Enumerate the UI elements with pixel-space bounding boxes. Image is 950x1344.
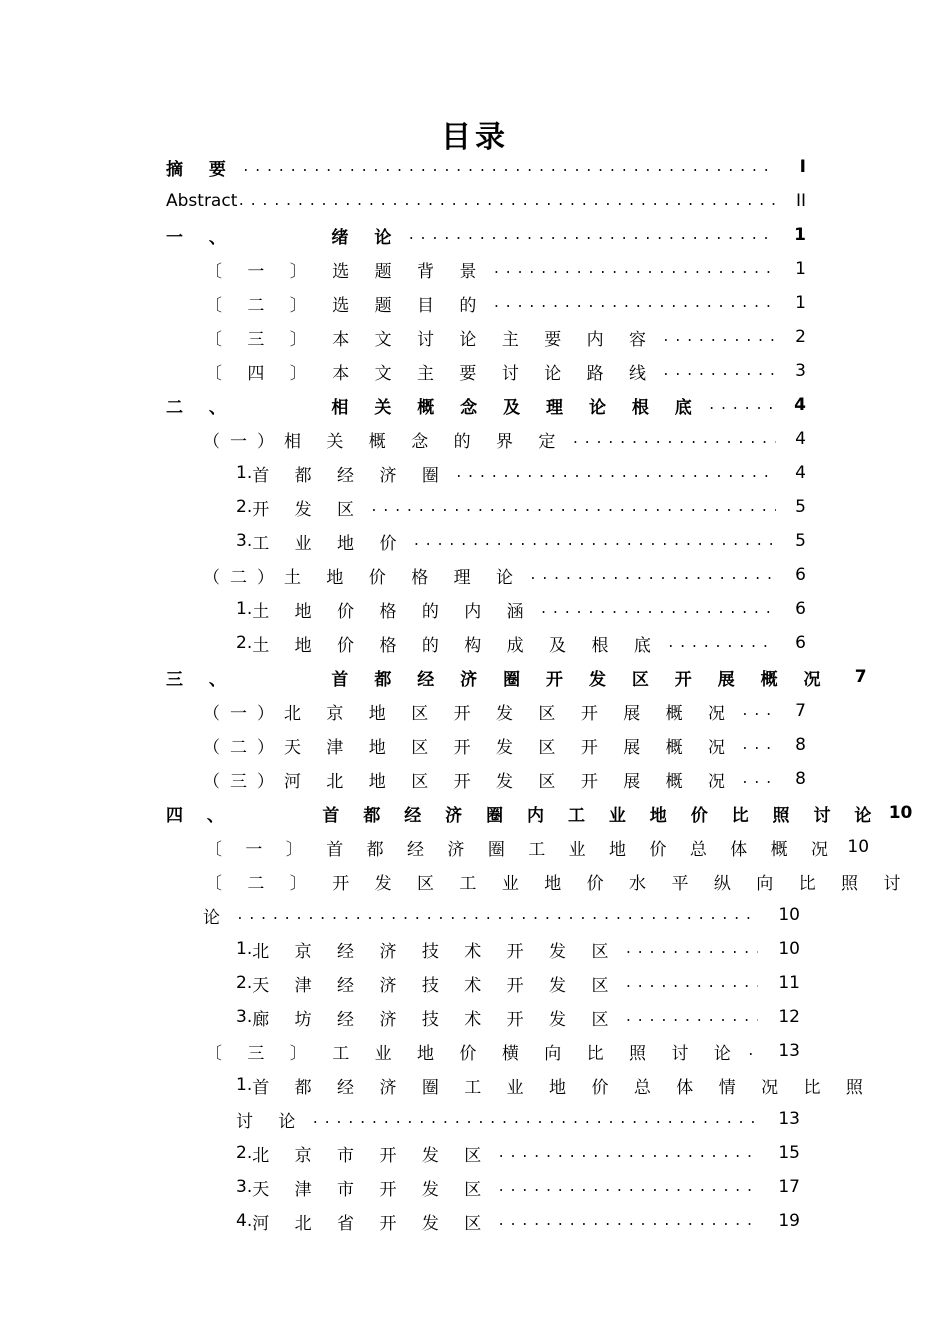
- toc-page-number: 4: [795, 429, 806, 449]
- toc-entry-label: 首 都 经 济 圈: [252, 465, 449, 486]
- toc-entry-label: （二）天 津 地 区 开 发 区 开 展 概 况: [203, 737, 736, 758]
- toc-entry-number: 3.: [236, 1177, 253, 1197]
- toc-entry-abstract-cn[interactable]: [166, 150, 806, 184]
- toc-entry[interactable]: [236, 592, 806, 626]
- toc-leader-dots: [662, 364, 776, 379]
- toc-entry[interactable]: [236, 932, 800, 966]
- toc-entry[interactable]: [236, 1000, 800, 1034]
- toc-entry[interactable]: [236, 490, 806, 524]
- toc-entry-label: 四 、 首 都 经 济 圈 内 工 业 地 价 比 照 讨 论: [166, 805, 881, 826]
- toc-page-number: 7: [795, 701, 806, 721]
- toc-entry-wrapped[interactable]: [205, 864, 911, 898]
- toc-entry[interactable]: [203, 728, 806, 762]
- toc-entry-number: 1.: [236, 1075, 253, 1095]
- toc-page-number: 10: [888, 803, 913, 823]
- toc-page-number: 8: [795, 769, 806, 789]
- toc-leader-dots: [624, 1010, 758, 1025]
- toc-page-number: 10: [847, 837, 870, 857]
- toc-entry[interactable]: [236, 524, 806, 558]
- toc-entry-label: 摘 要: [166, 159, 236, 180]
- toc-leader-dots: [492, 262, 776, 277]
- toc-page-number: 5: [795, 531, 806, 551]
- toc-leader-dots: [497, 1214, 758, 1229]
- toc-page-number: 19: [778, 1211, 800, 1231]
- toc-leader-dots: [237, 194, 776, 209]
- toc-entry-number: 2.: [236, 973, 253, 993]
- toc-entry-label: 〔 二 〕 开 发 区 工 业 地 价 水 平 纵 向 比 照 讨: [205, 873, 911, 894]
- toc-entry-continuation[interactable]: [203, 898, 800, 932]
- toc-page-number: 1: [794, 225, 806, 245]
- toc-entry-label: 土 地 价 格 的 内 涵: [252, 601, 534, 622]
- toc-page-number: 6: [795, 565, 806, 585]
- toc-entry-label: 一 、 绪 论: [166, 227, 402, 248]
- toc-entry[interactable]: [205, 1034, 800, 1068]
- toc-leader-dots: [492, 296, 776, 311]
- toc-entry-label: Abstract: [166, 191, 238, 211]
- toc-entry-label: （三）河 北 地 区 开 发 区 开 展 概 况: [203, 771, 736, 792]
- toc-entry-number: 2.: [236, 497, 253, 517]
- toc-leader-dots: [407, 228, 776, 243]
- toc-entry[interactable]: [236, 626, 806, 660]
- toc-page-number: 13: [778, 1041, 800, 1061]
- toc-entry[interactable]: [236, 1136, 800, 1170]
- toc-entry-label: 论: [203, 907, 230, 928]
- toc-page-number: 17: [778, 1177, 800, 1197]
- toc-entry[interactable]: [205, 252, 806, 286]
- toc-entry-number: 1.: [236, 939, 253, 959]
- toc-leader-dots: [741, 738, 776, 753]
- toc-entry-label: 讨 论: [236, 1111, 306, 1132]
- toc-entry-label: 三 、 首 都 经 济 圈 开 发 区 开 展 概 况: [166, 669, 831, 690]
- toc-leader-dots: [242, 160, 776, 175]
- toc-entry[interactable]: [205, 354, 806, 388]
- toc-leader-dots: [412, 534, 776, 549]
- toc-entry-label: （一）相 关 概 念 的 界 定: [203, 431, 566, 452]
- toc-entry-chapter-3[interactable]: [166, 660, 867, 694]
- toc-leader-dots: [708, 398, 776, 413]
- toc-leader-dots: [741, 772, 776, 787]
- toc-leader-dots: [311, 1112, 758, 1127]
- toc-leader-dots: [624, 942, 758, 957]
- toc-entry-number: 2.: [236, 633, 253, 653]
- toc-entry-label: 首 都 经 济 圈 工 业 地 价 总 体 情 况 比 照: [252, 1077, 873, 1098]
- toc-entry[interactable]: [205, 830, 870, 864]
- toc-page-number: 10: [778, 939, 800, 959]
- toc-entry[interactable]: [236, 456, 806, 490]
- toc-leader-dots: [624, 976, 758, 991]
- toc-entry-label: 北 京 市 开 发 区: [252, 1145, 492, 1166]
- toc-entry-label: 天 津 经 济 技 术 开 发 区: [252, 975, 619, 996]
- toc-entry-label: 〔 三 〕 本 文 讨 论 主 要 内 容: [205, 329, 657, 350]
- toc-entry-number: 3.: [236, 1007, 253, 1027]
- toc-page-number: 1: [795, 259, 806, 279]
- toc-page-number: 1: [795, 293, 806, 313]
- toc-entry[interactable]: [203, 422, 806, 456]
- toc-leader-dots: [747, 1044, 758, 1059]
- toc-leader-dots: [497, 1180, 758, 1195]
- toc-entry-label: 天 津 市 开 发 区: [252, 1179, 492, 1200]
- toc-leader-dots: [662, 330, 776, 345]
- toc-leader-dots: [571, 432, 776, 447]
- toc-leader-dots: [667, 636, 776, 651]
- toc-entry-label: 河 北 省 开 发 区: [252, 1213, 492, 1234]
- toc-entry-label: （二）土 地 价 格 理 论: [203, 567, 524, 588]
- toc-entry-label: 北 京 经 济 技 术 开 发 区: [252, 941, 619, 962]
- toc-entry-label: 工 业 地 价: [252, 533, 407, 554]
- toc-page-number: 7: [854, 667, 867, 687]
- toc-page-number: 8: [795, 735, 806, 755]
- toc-page-number: II: [795, 191, 806, 211]
- toc-leader-dots: [455, 466, 776, 481]
- page-title: 目录: [441, 120, 509, 155]
- toc-entry-abstract-en[interactable]: [166, 184, 806, 218]
- toc-entry-label: 开 发 区: [252, 499, 365, 520]
- toc-entry-label: 〔 四 〕 本 文 主 要 讨 论 路 线: [205, 363, 657, 384]
- toc-entry-number: 3.: [236, 531, 253, 551]
- toc-entry-label: 二 、 相 关 概 念 及 理 论 根 底: [166, 397, 702, 418]
- toc-entry-number: 1.: [236, 463, 253, 483]
- toc-leader-dots: [529, 568, 776, 583]
- toc-entry-chapter-4[interactable]: [166, 796, 913, 830]
- toc-page-number: 15: [778, 1143, 800, 1163]
- toc-entry-number: 2.: [236, 1143, 253, 1163]
- toc-entry[interactable]: [203, 558, 806, 592]
- toc-page-number: 6: [795, 599, 806, 619]
- toc-entry-chapter-2[interactable]: [166, 388, 806, 422]
- toc-entry[interactable]: [236, 1204, 800, 1238]
- toc-entry-label: 土 地 价 格 的 构 成 及 根 底: [252, 635, 661, 656]
- toc-leader-dots: [540, 602, 776, 617]
- toc-entry-label: 〔 一 〕 首 都 经 济 圈 工 业 地 价 总 体 概 况: [205, 839, 838, 860]
- toc-page-number: 11: [778, 973, 800, 993]
- toc-leader-dots: [497, 1146, 758, 1161]
- toc-entry-number: 1.: [236, 599, 253, 619]
- toc-entry-label: （一）北 京 地 区 开 发 区 开 展 概 况: [203, 703, 736, 724]
- toc-entry[interactable]: [203, 762, 806, 796]
- toc-leader-dots: [370, 500, 776, 515]
- toc-entry[interactable]: [205, 286, 806, 320]
- toc-page-number: 2: [795, 327, 806, 347]
- toc-page-number: 13: [778, 1109, 800, 1129]
- toc-page-number: 4: [795, 463, 806, 483]
- toc-page-number: 12: [778, 1007, 800, 1027]
- toc-leader-dots: [236, 908, 758, 923]
- toc-page-number: 6: [795, 633, 806, 653]
- toc-entry[interactable]: [205, 320, 806, 354]
- toc-page-number: 10: [778, 905, 800, 925]
- toc-entry-label: 〔 一 〕 选 题 背 景: [205, 261, 487, 282]
- toc-entry[interactable]: [236, 966, 800, 1000]
- toc-leader-dots: [741, 704, 776, 719]
- toc-entry-continuation[interactable]: [236, 1102, 800, 1136]
- toc-entry-wrapped[interactable]: [236, 1068, 873, 1102]
- toc-page-number: 4: [794, 395, 806, 415]
- toc-page-number: I: [799, 157, 806, 177]
- toc-entry-number: 4.: [236, 1211, 253, 1231]
- toc-entry-chapter-1[interactable]: [166, 218, 806, 252]
- toc-entry-label: 〔 三 〕 工 业 地 价 横 向 比 照 讨 论: [205, 1043, 741, 1064]
- toc-entry[interactable]: [236, 1170, 800, 1204]
- toc-entry-label: 〔 二 〕 选 题 目 的: [205, 295, 487, 316]
- toc-entry[interactable]: [203, 694, 806, 728]
- toc-page-number: 5: [795, 497, 806, 517]
- toc-entry-label: 廊 坊 经 济 技 术 开 发 区: [252, 1009, 619, 1030]
- toc-page-number: 3: [795, 361, 806, 381]
